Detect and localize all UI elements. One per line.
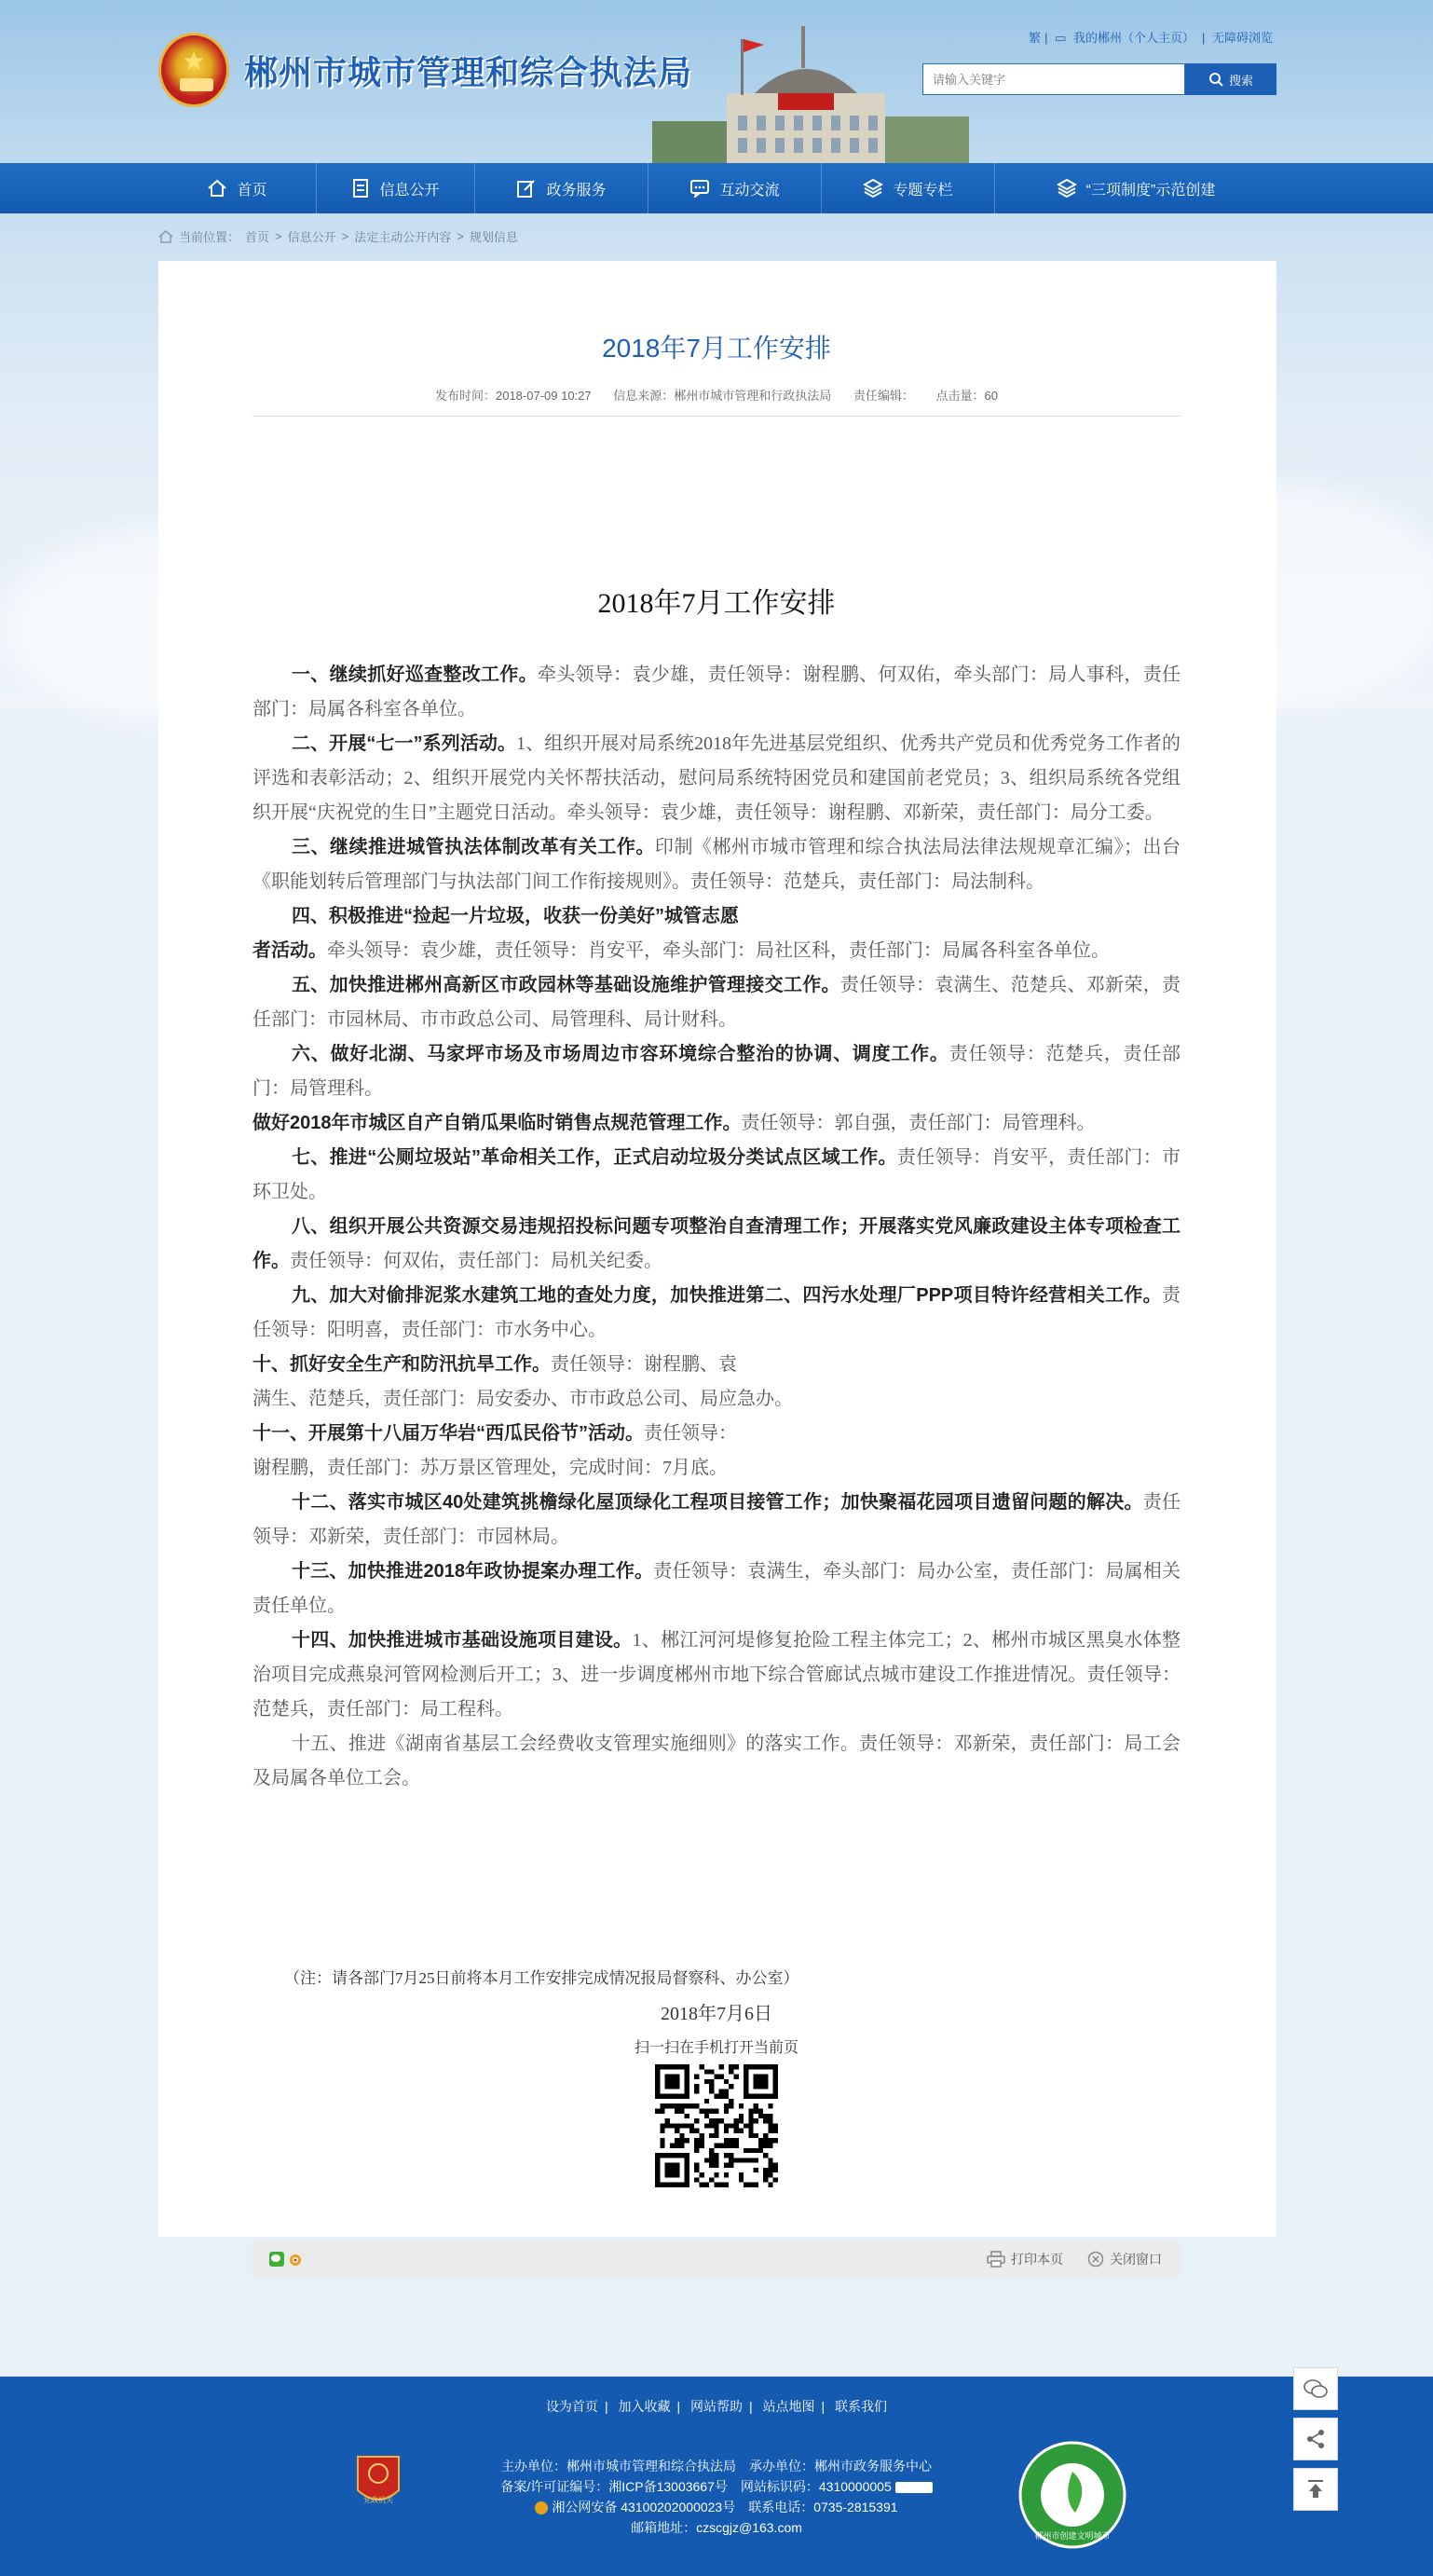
paragraph-text: 责任领导：袁满生，牵头部门：局办公室，责任部门：局属相关责任单位。 <box>252 1561 1181 1616</box>
edit-icon <box>516 178 537 199</box>
article-paragraph <box>252 1210 1181 1279</box>
breadcrumb-separator: > <box>457 229 464 243</box>
share-icons <box>269 2252 303 2267</box>
search-button-label: 搜索 <box>1228 73 1253 88</box>
footnote: （注：请各部门7月25日前将本月工作安排完成情况报局督察科、办公室） <box>284 1969 799 1987</box>
footer-sponsor: 主办单位：郴州市城市管理和综合执法局 承办单位：郴州市政务服务中心 <box>501 2459 932 2473</box>
article-paragraph <box>252 658 1181 727</box>
paragraph-text: 责任领导：谢程鹏、袁 <box>551 1354 737 1375</box>
article-paragraph <box>252 830 1181 899</box>
publish-time: 发布时间：2018-07-09 10:27 <box>434 389 592 403</box>
accessibility-link[interactable]: 无障碍浏览 <box>1211 31 1273 45</box>
footer-icp-line: 备案/许可证编号：湘ICP备13003667号 网站标识码：4310000005 <box>0 2476 1433 2497</box>
editor: 责任编辑： <box>853 389 914 403</box>
nav-three-systems[interactable]: “三项制度”示范创建 <box>995 163 1276 213</box>
site-title[interactable]: 郴州市城市管理和综合执法局 <box>244 53 693 91</box>
nav-interaction[interactable]: 互动交流 <box>648 163 822 213</box>
info-source: 信息来源：郴州市城市管理和行政执法局 <box>613 389 832 403</box>
gov-error-badge-icon[interactable] <box>895 2482 933 2493</box>
paragraph-text: 1、组织开展对局系统2018年先进基层党组织、优秀共产党员和优秀党务工作者的评选和表彰活动；2、组织开展党内关怀帮扶活动，慰问局系统特困党员和建国前老党员；3、组织局系统各党组织开展“庆祝党的生日”主题党日活动。牵头领导：袁少雄，责任领导：谢程鹏、邓新荣，责任部门：局分工委。 <box>252 733 1181 823</box>
traditional-chinese-link[interactable]: 繁 <box>1029 31 1042 45</box>
svg-text:郴州市创建文明城市: 郴州市创建文明城市 <box>1034 2532 1111 2542</box>
paragraph-text: 责任领导：肖安平，责任部门：市环卫处。 <box>252 1147 1181 1202</box>
paragraph-heading: 十三、加快推进2018年政协提案办理工作。 <box>292 1561 654 1582</box>
paragraph-heading: 四、积极推进“捡起一片垃圾，收获一份美好”城管志愿 <box>292 906 739 926</box>
layers-icon <box>863 178 883 199</box>
paragraph-text: 谢程鹏，责任部门：苏万景区管理处，完成时间：7月底。 <box>252 1458 728 1478</box>
breadcrumb-legal-content[interactable]: 法定主动公开内容 <box>354 230 452 244</box>
footer-links: 设为首页 | 加入收藏 | 网站帮助 | 站点地图 | 联系我们 <box>545 2399 888 2414</box>
paragraph-text: 印制《郴州市城市管理和综合执法局法律法规规章汇编》；出台《职能划转后管理部门与执法部门间工作衔接规则》。责任领导：范楚兵，责任部门：局法制科。 <box>252 837 1181 892</box>
top-links: 繁 | ▭ 我的郴州（个人主页） | 无障碍浏览 <box>1029 31 1273 45</box>
article-paragraph <box>252 1037 1181 1106</box>
document-icon <box>351 178 370 199</box>
article-paragraph <box>252 968 1181 1037</box>
paragraph-text: 责任领导：郭自强，责任部门：局管理科。 <box>741 1113 1096 1133</box>
my-chenzhou-link[interactable]: ▭ 我的郴州（个人主页） <box>1055 31 1194 45</box>
search-button[interactable] <box>1185 63 1276 95</box>
home-icon <box>207 179 227 198</box>
paragraph-heading: 二、开展“七一”系列活动。 <box>292 733 517 754</box>
paragraph-heading: 六、做好北湖、马家坪市场及市场周边市容环境综合整治的协调、调度工作。 <box>292 1044 949 1064</box>
paragraph-text: 责任领导： <box>644 1423 737 1444</box>
paragraph-heading: 十二、落实市城区40处建筑挑檐绿化屋顶绿化工程项目接管工作；加快聚福花园项目遗留问题的解决。 <box>292 1492 1143 1513</box>
paragraph-heading: 七、推进“公厕垃圾站”革命相关工作，正式启动垃圾分类试点区域工作。 <box>292 1147 897 1168</box>
paragraph-text: 责任领导：袁满生、范楚兵、邓新荣，责任部门：市园林局、市市政总公司、局管理科、局计财科。 <box>252 975 1181 1030</box>
footer-email: 邮箱地址：czscgjz@163.com <box>631 2520 802 2535</box>
document-title: 2018年7月工作安排 <box>597 588 836 619</box>
footer-link-favorite[interactable]: 加入收藏 <box>618 2399 671 2414</box>
paragraph-heading: 一、继续抓好巡查整改工作。 <box>292 665 538 685</box>
breadcrumb-separator: > <box>275 229 282 243</box>
footer-info <box>0 2456 1433 2538</box>
civilized-city-badge-icon[interactable] <box>1017 2440 1127 2550</box>
paragraph-text: 责任领导：阳明喜，责任部门：市水务中心。 <box>252 1285 1181 1340</box>
share-float-button[interactable] <box>1293 2418 1338 2460</box>
article-paragraph <box>252 1141 1181 1210</box>
paragraph-text: 责任领导：邓新荣，责任部门：市园林局。 <box>252 1492 1181 1547</box>
main-nav <box>0 163 1433 213</box>
footer-police-line: 湘公网安备 43100202000023号 联系电话：0735-2815391 <box>0 2497 1433 2517</box>
chat-icon <box>689 179 710 198</box>
paragraph-text: 牵头领导：袁少雄，责任领导：谢程鹏、何双佑，牵头部门：局人事科，责任部门：局属各科室各单位。 <box>252 665 1181 719</box>
search-input[interactable] <box>922 63 1185 95</box>
breadcrumb-info-public[interactable]: 信息公开 <box>287 230 336 244</box>
paragraph-text: 1、郴江河河堤修复抢险工程主体完工；2、郴州市城区黑臭水体整治项目完成燕泉河管网检测后开工；3、进一步调度郴州市地下综合管廊试点城市建设工作推进情况。责任领导：范楚兵，责任部门：局工程科。 <box>252 1630 1181 1720</box>
svg-text:党政机关: 党政机关 <box>363 2496 393 2504</box>
footer-link-homepage[interactable]: 设为首页 <box>545 2399 598 2414</box>
paragraph-heading: 九、加大对偷排泥浆水建筑工地的查处力度，加快推进第二、四污水处理厂PPP项目特许经营相关工作。 <box>292 1285 1162 1306</box>
site-footer <box>0 2377 1433 2576</box>
footer-link-contact[interactable]: 联系我们 <box>835 2399 888 2414</box>
wechat-float-button[interactable] <box>1293 2367 1338 2410</box>
nav-special-topics[interactable]: 专题专栏 <box>822 163 995 213</box>
search-box <box>922 63 1276 95</box>
arrow-up-icon <box>1305 2479 1326 2500</box>
article-toolbar <box>252 2241 1181 2277</box>
close-window-button[interactable]: 关闭窗口 <box>1087 2250 1162 2268</box>
breadcrumb-separator: > <box>341 229 349 243</box>
article-paragraph <box>252 1624 1181 1727</box>
article-paragraph <box>252 1279 1181 1348</box>
article-meta <box>0 386 1433 404</box>
footer-link-help[interactable]: 网站帮助 <box>690 2399 743 2414</box>
paragraph-heading: 十、抓好安全生产和防汛抗旱工作。 <box>252 1354 551 1375</box>
paragraph-text: 责任领导：范楚兵，责任部门：局管理科。 <box>252 1044 1181 1099</box>
paragraph-heading: 做好2018年市城区自产自销瓜果临时销售点规范管理工作。 <box>252 1113 742 1133</box>
nav-gov-service[interactable]: 政务服务 <box>475 163 648 213</box>
footer-link-sitemap[interactable]: 站点地图 <box>762 2399 815 2414</box>
nav-info-public[interactable]: 信息公开 <box>317 163 475 213</box>
article-title: 2018年7月工作安排 <box>602 334 831 363</box>
article-paragraph <box>252 1382 1181 1417</box>
breadcrumb-planning-info[interactable]: 规划信息 <box>469 230 518 244</box>
print-button[interactable]: 打印本页 <box>987 2250 1063 2268</box>
police-badge-icon <box>535 2501 548 2514</box>
article-paragraph <box>252 1555 1181 1624</box>
share-icon <box>1305 2429 1326 2449</box>
paragraph-heading: 者活动。 <box>252 940 327 961</box>
paragraph-heading: 八、组织开展公共资源交易违规招投标问题专项整治自查清理工作；开展落实党风廉政建设主体专项检查工作。 <box>252 1216 1181 1271</box>
paragraph-heading: 十四、加快推进城市基础设施项目建设。 <box>292 1630 633 1651</box>
article-paragraph <box>252 1486 1181 1555</box>
side-toolbar <box>1293 2367 1338 2511</box>
qr-caption: 扫一扫在手机打开当前页 <box>634 2040 798 2056</box>
paragraph-heading: 十一、开展第十八届万华岩“西瓜民俗节”活动。 <box>252 1423 644 1444</box>
paragraph-text: 十五、推进《湖南省基层工会经费收支管理实施细则》的落实工作。责任领导：邓新荣，责任部门：局工会及局属各单位工会。 <box>252 1733 1181 1788</box>
view-count: 点击量：60 <box>935 389 999 403</box>
article-paragraph <box>252 1417 1181 1451</box>
home-icon <box>158 230 173 243</box>
paragraph-text: 牵头领导：袁少雄，责任领导：肖安平，牵头部门：局社区科，责任部门：局属各科室各单位。 <box>327 940 1110 961</box>
article-paragraph <box>252 727 1181 830</box>
article-paragraph <box>252 1451 1181 1486</box>
weibo-icon[interactable] <box>288 2252 303 2267</box>
nav-home[interactable]: 首页 <box>158 163 317 213</box>
article-body <box>252 658 1181 1796</box>
paragraph-text: 满生、范楚兵，责任部门：局安委办、市市政总公司、局应急办。 <box>252 1389 793 1409</box>
close-icon <box>1087 2251 1104 2268</box>
article-paragraph <box>252 1348 1181 1382</box>
paragraph-heading: 五、加快推进郴州高新区市政园林等基础设施维护管理接交工作。 <box>292 975 840 995</box>
breadcrumb-prefix: 当前位置： <box>179 230 240 244</box>
breadcrumb <box>158 227 518 245</box>
search-icon <box>1208 72 1223 87</box>
wechat-icon <box>1303 2378 1328 2399</box>
back-to-top-button[interactable] <box>1293 2468 1338 2511</box>
divider <box>252 416 1181 417</box>
wechat-icon[interactable] <box>269 2252 284 2267</box>
article-paragraph <box>252 1727 1181 1796</box>
printer-icon <box>987 2251 1005 2268</box>
national-emblem-icon: ★ <box>158 33 229 107</box>
paragraph-heading: 三、继续推进城管执法体制改革有关工作。 <box>292 837 655 857</box>
article-paragraph <box>252 899 1181 934</box>
article-paragraph <box>252 1106 1181 1141</box>
breadcrumb-home[interactable]: 首页 <box>245 230 270 244</box>
site-header <box>0 0 1433 163</box>
qr-code <box>655 2064 778 2187</box>
city-hall-illustration <box>634 19 969 163</box>
layers-icon <box>1057 178 1077 199</box>
document-date: 2018年7月6日 <box>661 2004 772 2024</box>
paragraph-text: 责任领导：何双佑，责任部门：局机关纪委。 <box>290 1251 662 1271</box>
article-paragraph <box>252 934 1181 968</box>
